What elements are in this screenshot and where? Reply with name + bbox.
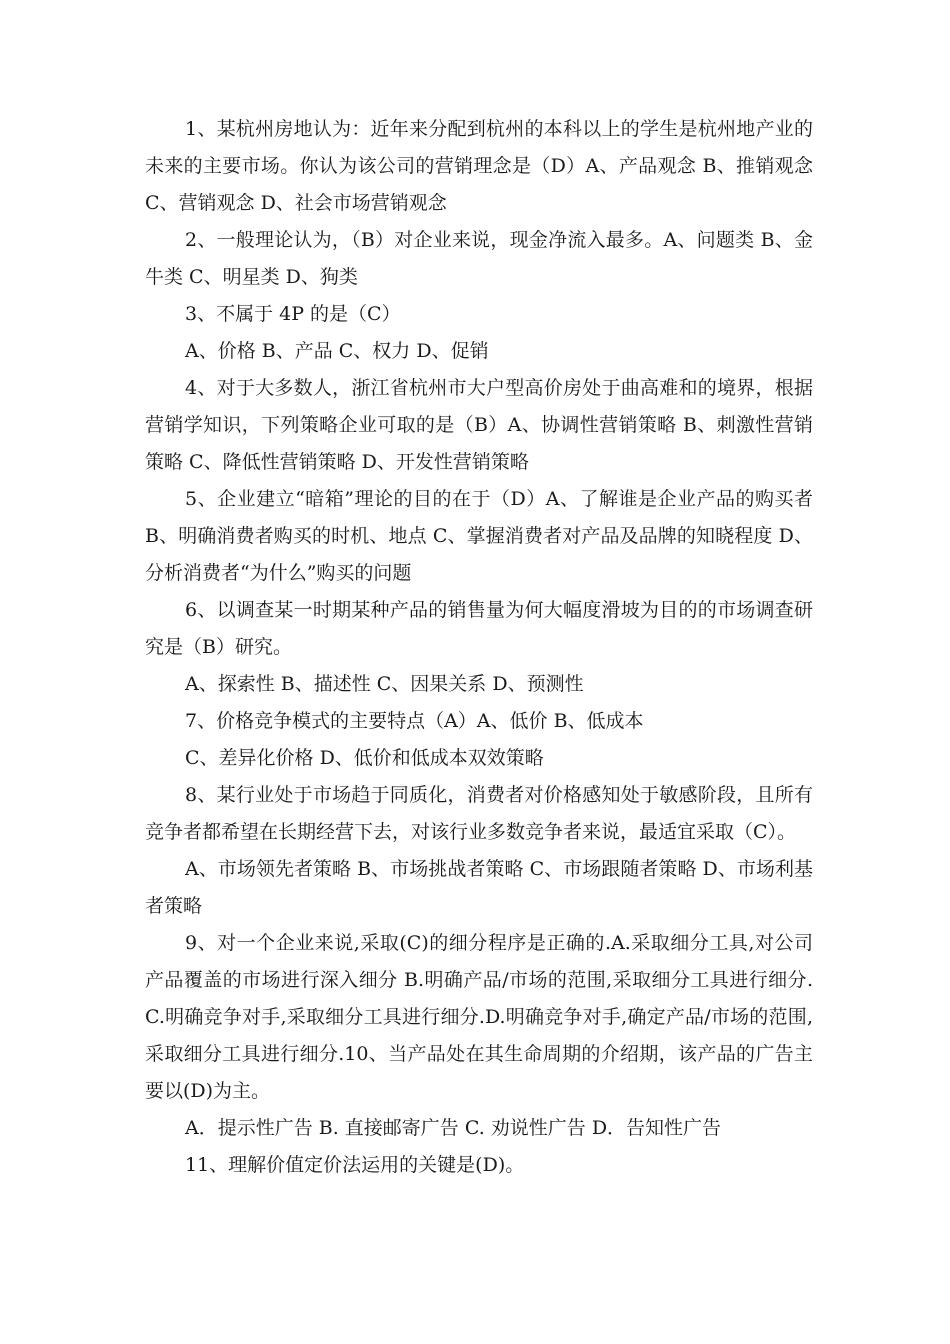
question-6: 6、以调查某一时期某种产品的销售量为何大幅度滑坡为目的的市场调查研究是（B）研究。 (145, 599, 813, 658)
question-7-options: C、差异化价格 D、低价和低成本双效策略 (185, 747, 544, 769)
question-8-options: A、市场领先者策略 B、市场挑战者策略 C、市场跟随者策略 D、市场利基者策略 (145, 858, 813, 917)
question-2: 2、一般理论认为，（B）对企业来说，现金净流入最多。A、问题类 B、金牛类 C、明星类 D、狗类 (145, 229, 813, 288)
question-1: 1、某杭州房地认为：近年来分配到杭州的本科以上的学生是杭州地产业的未来的主要市场。你认为该公司的营销理念是（D）A、产品观念 B、推销观念 C、营销观念 D、社会市场营销观念 (145, 118, 813, 214)
question-10-options: A．提示性广告 B. 直接邮寄广告 C. 劝说性广告 D．告知性广告 (185, 1117, 722, 1139)
question-5: 5、企业建立“暗箱”理论的目的在于（D）A、了解谁是企业产品的购买者 B、明确消费者购买的时机、地点 C、掌握消费者对产品及品牌的知晓程度 D、分析消费者“为什么”购买的问题 (145, 488, 813, 584)
question-9-10: 9、对一个企业来说,采取(C)的细分程序是正确的.A.采取细分工具,对公司产品覆盖的市场进行深入细分 B.明确产品/市场的范围,采取细分工具进行细分.C.明确竞争对手,采取细分工具进行细分.D.明确竞争对手,确定产品/市场的范围,采取细分工具进行细分.10、当产品处在其生命周期的介绍期，该产品的广告主要以(D)为主。 (145, 932, 813, 1102)
question-11: 11、理解价值定价法运用的关键是(D)。 (185, 1154, 525, 1176)
question-8: 8、某行业处于市场趋于同质化，消费者对价格感知处于敏感阶段，且所有竞争者都希望在长期经营下去，对该行业多数竞争者来说，最适宜采取（C）。 (145, 784, 813, 843)
question-3-options: A、价格 B、产品 C、权力 D、促销 (185, 340, 489, 362)
document-body (145, 111, 813, 1184)
question-4: 4、对于大多数人，浙江省杭州市大户型高价房处于曲高难和的境界，根据营销学知识，下列策略企业可取的是（B）A、协调性营销策略 B、刺激性营销策略 C、降低性营销策略 D、开发性营销策略 (145, 377, 813, 473)
question-6-options: A、探索性 B、描述性 C、因果关系 D、预测性 (185, 673, 584, 695)
question-3: 3、不属于 4P 的是（C） (185, 303, 401, 325)
question-7: 7、价格竞争模式的主要特点（A）A、低价 B、低成本 (185, 710, 644, 732)
